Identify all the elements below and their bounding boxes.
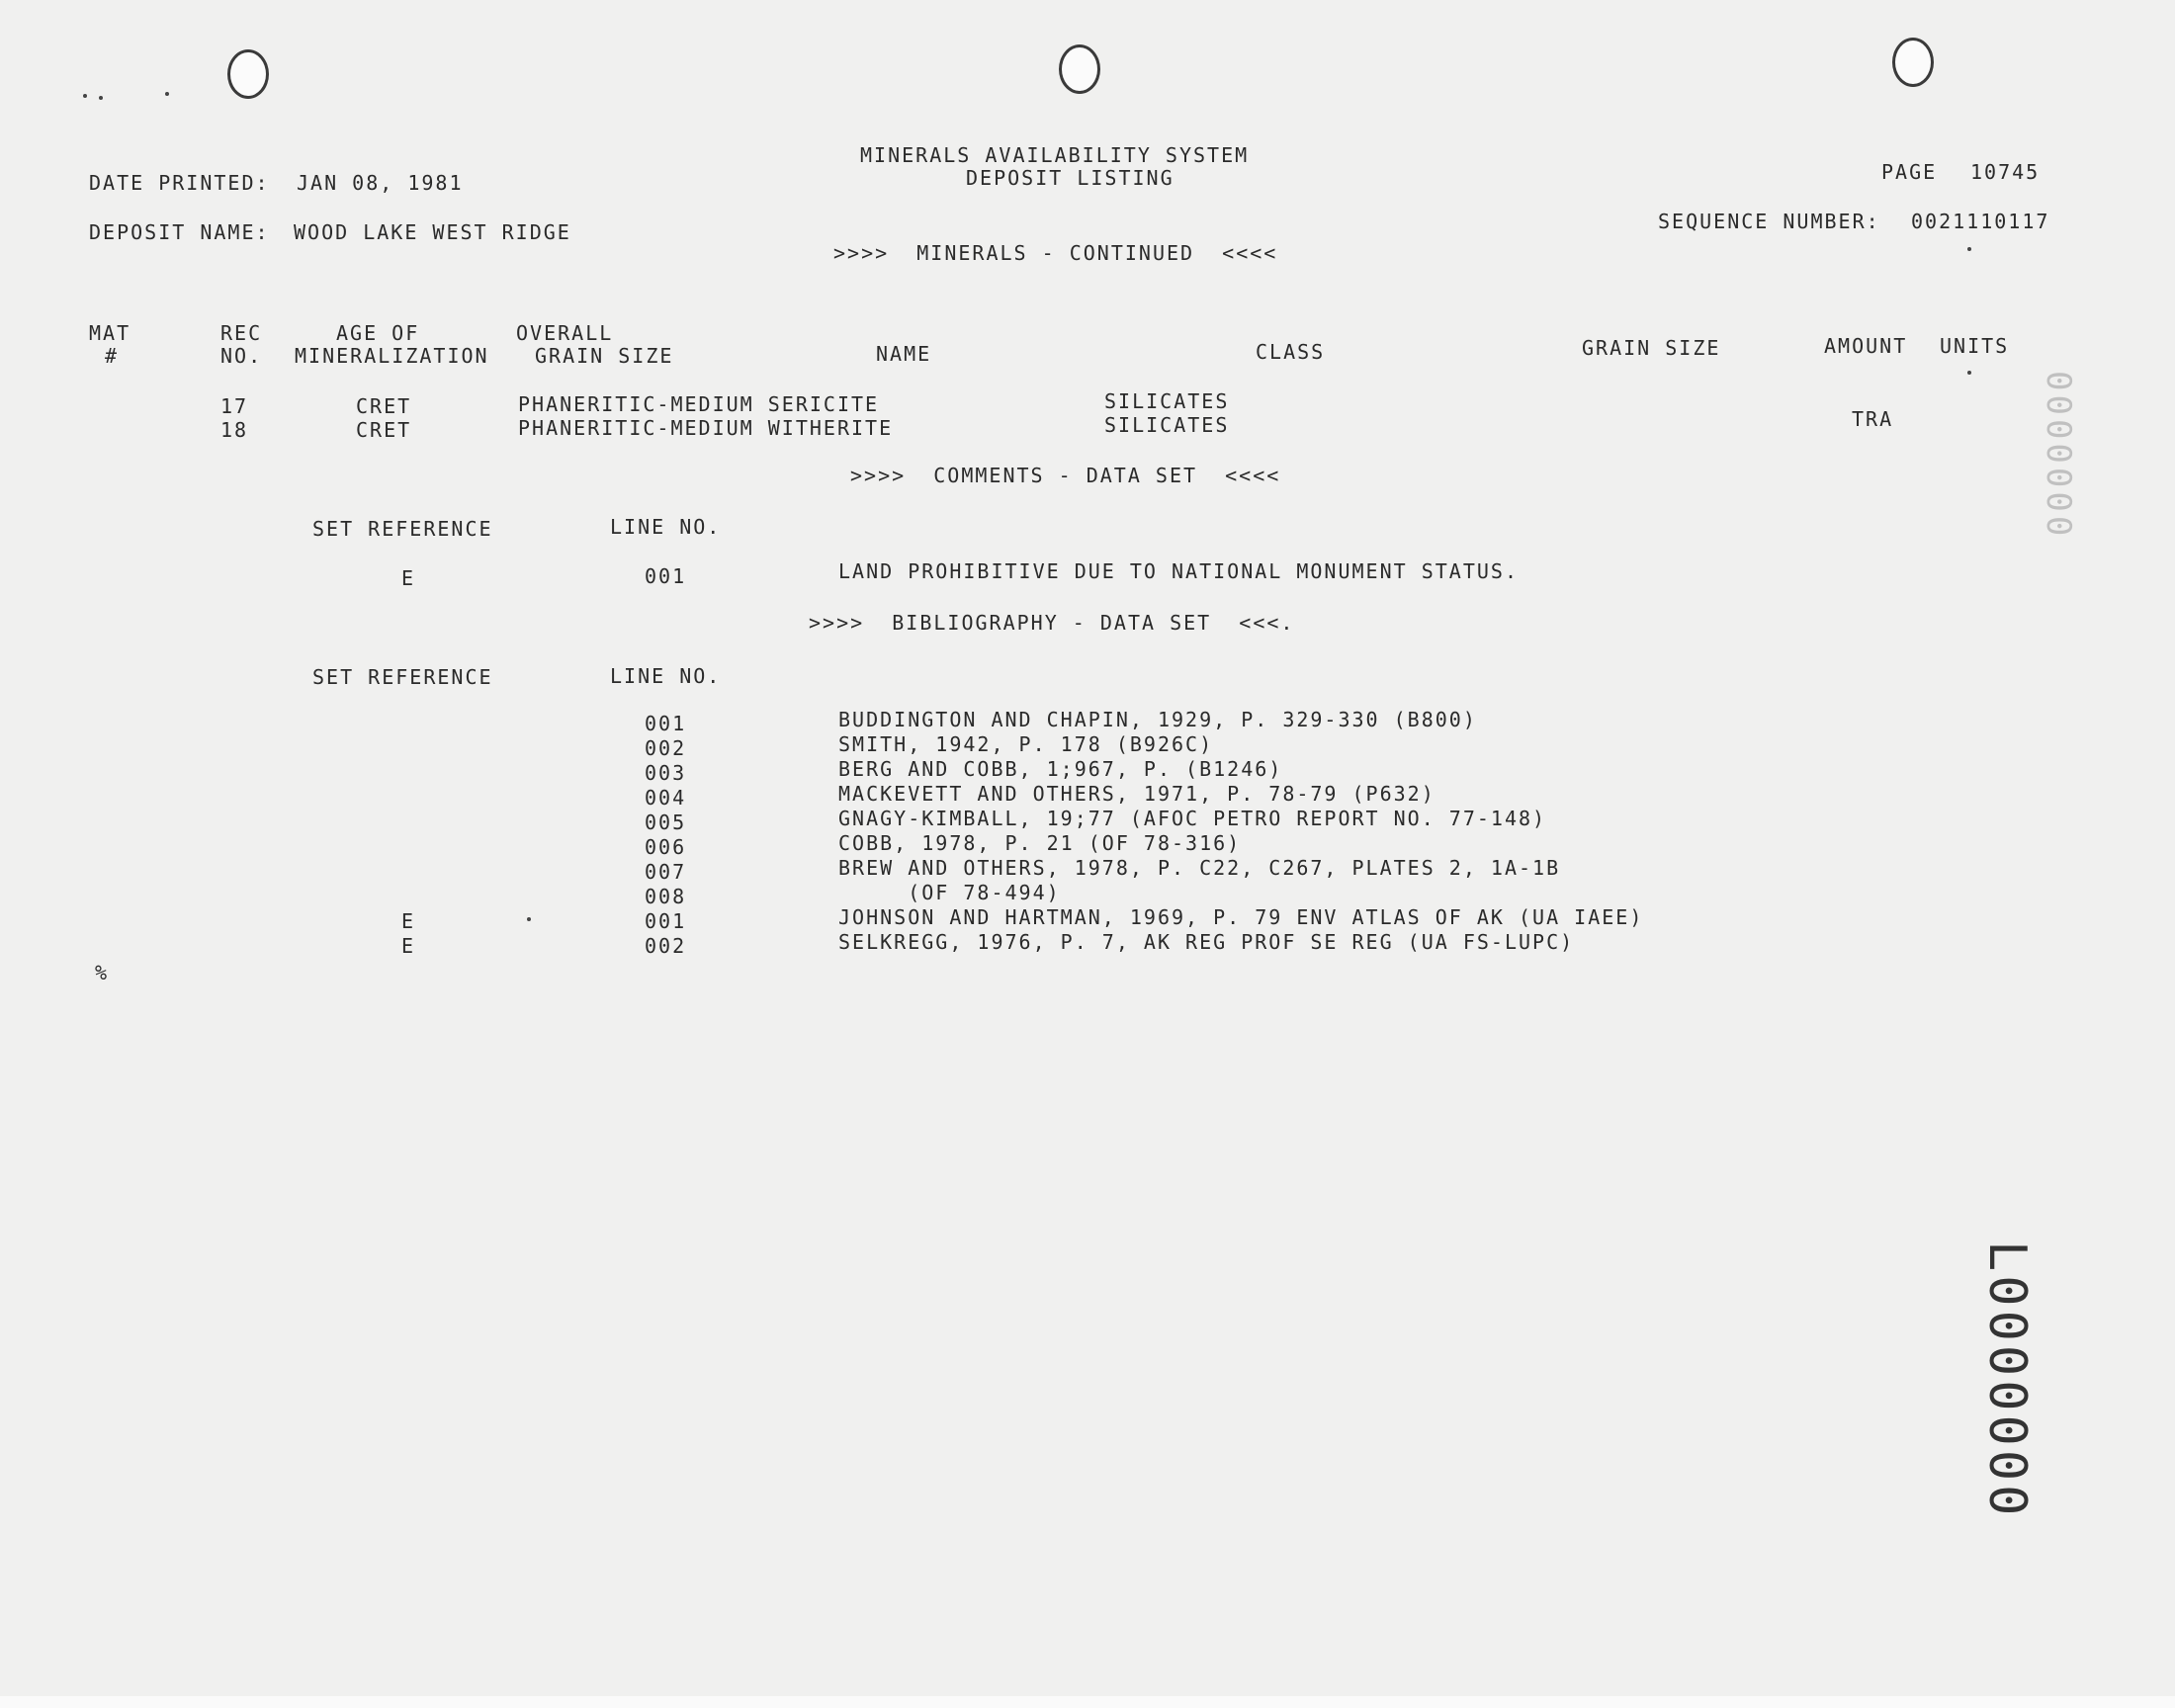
- bibliography-line-no: 001: [645, 909, 687, 933]
- bibliography-line-no: 002: [645, 934, 687, 958]
- punch-hole-right: [1892, 38, 1934, 87]
- date-printed-value: JAN 08, 1981: [297, 171, 464, 195]
- punch-hole-left: [227, 49, 269, 99]
- end-of-listing-mark: %: [95, 961, 110, 984]
- bibliography-set-ref: E: [401, 934, 416, 958]
- comment-line-no: 001: [645, 564, 687, 588]
- sequence-number-label: SEQUENCE NUMBER:: [1658, 210, 1880, 233]
- bibliography-entry: SELKREGG, 1976, P. 7, AK REG PROF SE REG (UA FS-LUPC): [838, 930, 1575, 954]
- print-speck: [165, 92, 169, 96]
- col-rec-no: NO.: [220, 344, 263, 368]
- comment-set-ref: E: [401, 566, 416, 590]
- col-name: NAME: [876, 342, 932, 366]
- bibliography-line-no: 001: [645, 712, 687, 735]
- mineral-row-rec: 17: [220, 394, 249, 418]
- print-speck: [1967, 371, 1971, 375]
- deposit-name-label: DEPOSIT NAME:: [89, 220, 270, 244]
- deposit-name-value: WOOD LAKE WEST RIDGE: [294, 220, 571, 244]
- col-mat-hash: #: [105, 344, 120, 368]
- comments-section-title: >>>> COMMENTS - DATA SET <<<<: [850, 464, 1281, 487]
- print-speck: [1967, 247, 1971, 251]
- page-edge: [0, 1696, 2175, 1708]
- bibliography-entry: SMITH, 1942, P. 178 (B926C): [838, 732, 1214, 756]
- bibliography-entry: BERG AND COBB, 1;967, P. (B1246): [838, 757, 1283, 781]
- page-label: PAGE: [1881, 160, 1938, 184]
- col-rec: REC: [220, 321, 263, 345]
- bibliography-entry: (OF 78-494): [838, 881, 1061, 904]
- punch-hole-center: [1059, 44, 1100, 94]
- bibliography-line-no: 007: [645, 860, 687, 884]
- listing-title: DEPOSIT LISTING: [966, 166, 1174, 190]
- mineral-row-age: CRET: [356, 418, 412, 442]
- minerals-section-title: >>>> MINERALS - CONTINUED <<<<: [833, 241, 1278, 265]
- bibliography-line-no: 005: [645, 811, 687, 834]
- frame-number: L0000000: [1977, 1240, 2037, 1520]
- bibliography-line-no-header: LINE NO.: [610, 664, 722, 688]
- bibliography-entry: MACKEVETT AND OTHERS, 1971, P. 78-79 (P632): [838, 782, 1436, 806]
- bibliography-section-title: >>>> BIBLIOGRAPHY - DATA SET <<<.: [809, 611, 1295, 635]
- comment-text: LAND PROHIBITIVE DUE TO NATIONAL MONUMENT STATUS.: [838, 559, 1520, 583]
- mineral-row-class: SILICATES: [1104, 389, 1230, 413]
- mineral-row-grain-name: PHANERITIC-MEDIUM WITHERITE: [518, 416, 894, 440]
- comments-set-reference-header: SET REFERENCE: [312, 517, 493, 541]
- bibliography-entry: BREW AND OTHERS, 1978, P. C22, C267, PLATES 2, 1A-1B: [838, 856, 1561, 880]
- col-class: CLASS: [1256, 340, 1326, 364]
- system-title: MINERALS AVAILABILITY SYSTEM: [860, 143, 1250, 167]
- mineral-row-amount: TRA: [1852, 407, 1894, 431]
- mineral-row-age: CRET: [356, 394, 412, 418]
- col-grain-size: GRAIN SIZE: [535, 344, 674, 368]
- col-amount: AMOUNT: [1824, 334, 1908, 358]
- bibliography-entry: JOHNSON AND HARTMAN, 1969, P. 79 ENV ATLAS OF AK (UA IAEE): [838, 905, 1644, 929]
- mineral-row-class: SILICATES: [1104, 413, 1230, 437]
- page-number: 10745: [1970, 160, 2041, 184]
- bibliography-entry: GNAGY-KIMBALL, 19;77 (AFOC PETRO REPORT NO. 77-148): [838, 807, 1547, 830]
- col-mineralization: MINERALIZATION: [295, 344, 489, 368]
- print-speck: [83, 94, 87, 98]
- bibliography-line-no: 008: [645, 885, 687, 908]
- col-grain-size-2: GRAIN SIZE: [1582, 336, 1721, 360]
- bibliography-entry: COBB, 1978, P. 21 (OF 78-316): [838, 831, 1242, 855]
- date-printed-label: DATE PRINTED:: [89, 171, 270, 195]
- bibliography-set-reference-header: SET REFERENCE: [312, 665, 493, 689]
- mineral-row-grain-name: PHANERITIC-MEDIUM SERICITE: [518, 392, 880, 416]
- col-units: UNITS: [1940, 334, 2010, 358]
- bibliography-line-no: 002: [645, 736, 687, 760]
- col-mat: MAT: [89, 321, 131, 345]
- bibliography-line-no: 006: [645, 835, 687, 859]
- bibliography-entry: BUDDINGTON AND CHAPIN, 1929, P. 329-330 (B800): [838, 708, 1477, 731]
- col-age: AGE OF: [336, 321, 420, 345]
- print-speck: [527, 917, 531, 921]
- margin-stamp: 0000000: [2039, 371, 2078, 541]
- comments-line-no-header: LINE NO.: [610, 515, 722, 539]
- col-overall: OVERALL: [516, 321, 614, 345]
- print-speck: [99, 96, 103, 100]
- bibliography-line-no: 004: [645, 786, 687, 810]
- bibliography-line-no: 003: [645, 761, 687, 785]
- bibliography-set-ref: E: [401, 909, 416, 933]
- sequence-number-value: 0021110117: [1911, 210, 2050, 233]
- mineral-row-rec: 18: [220, 418, 249, 442]
